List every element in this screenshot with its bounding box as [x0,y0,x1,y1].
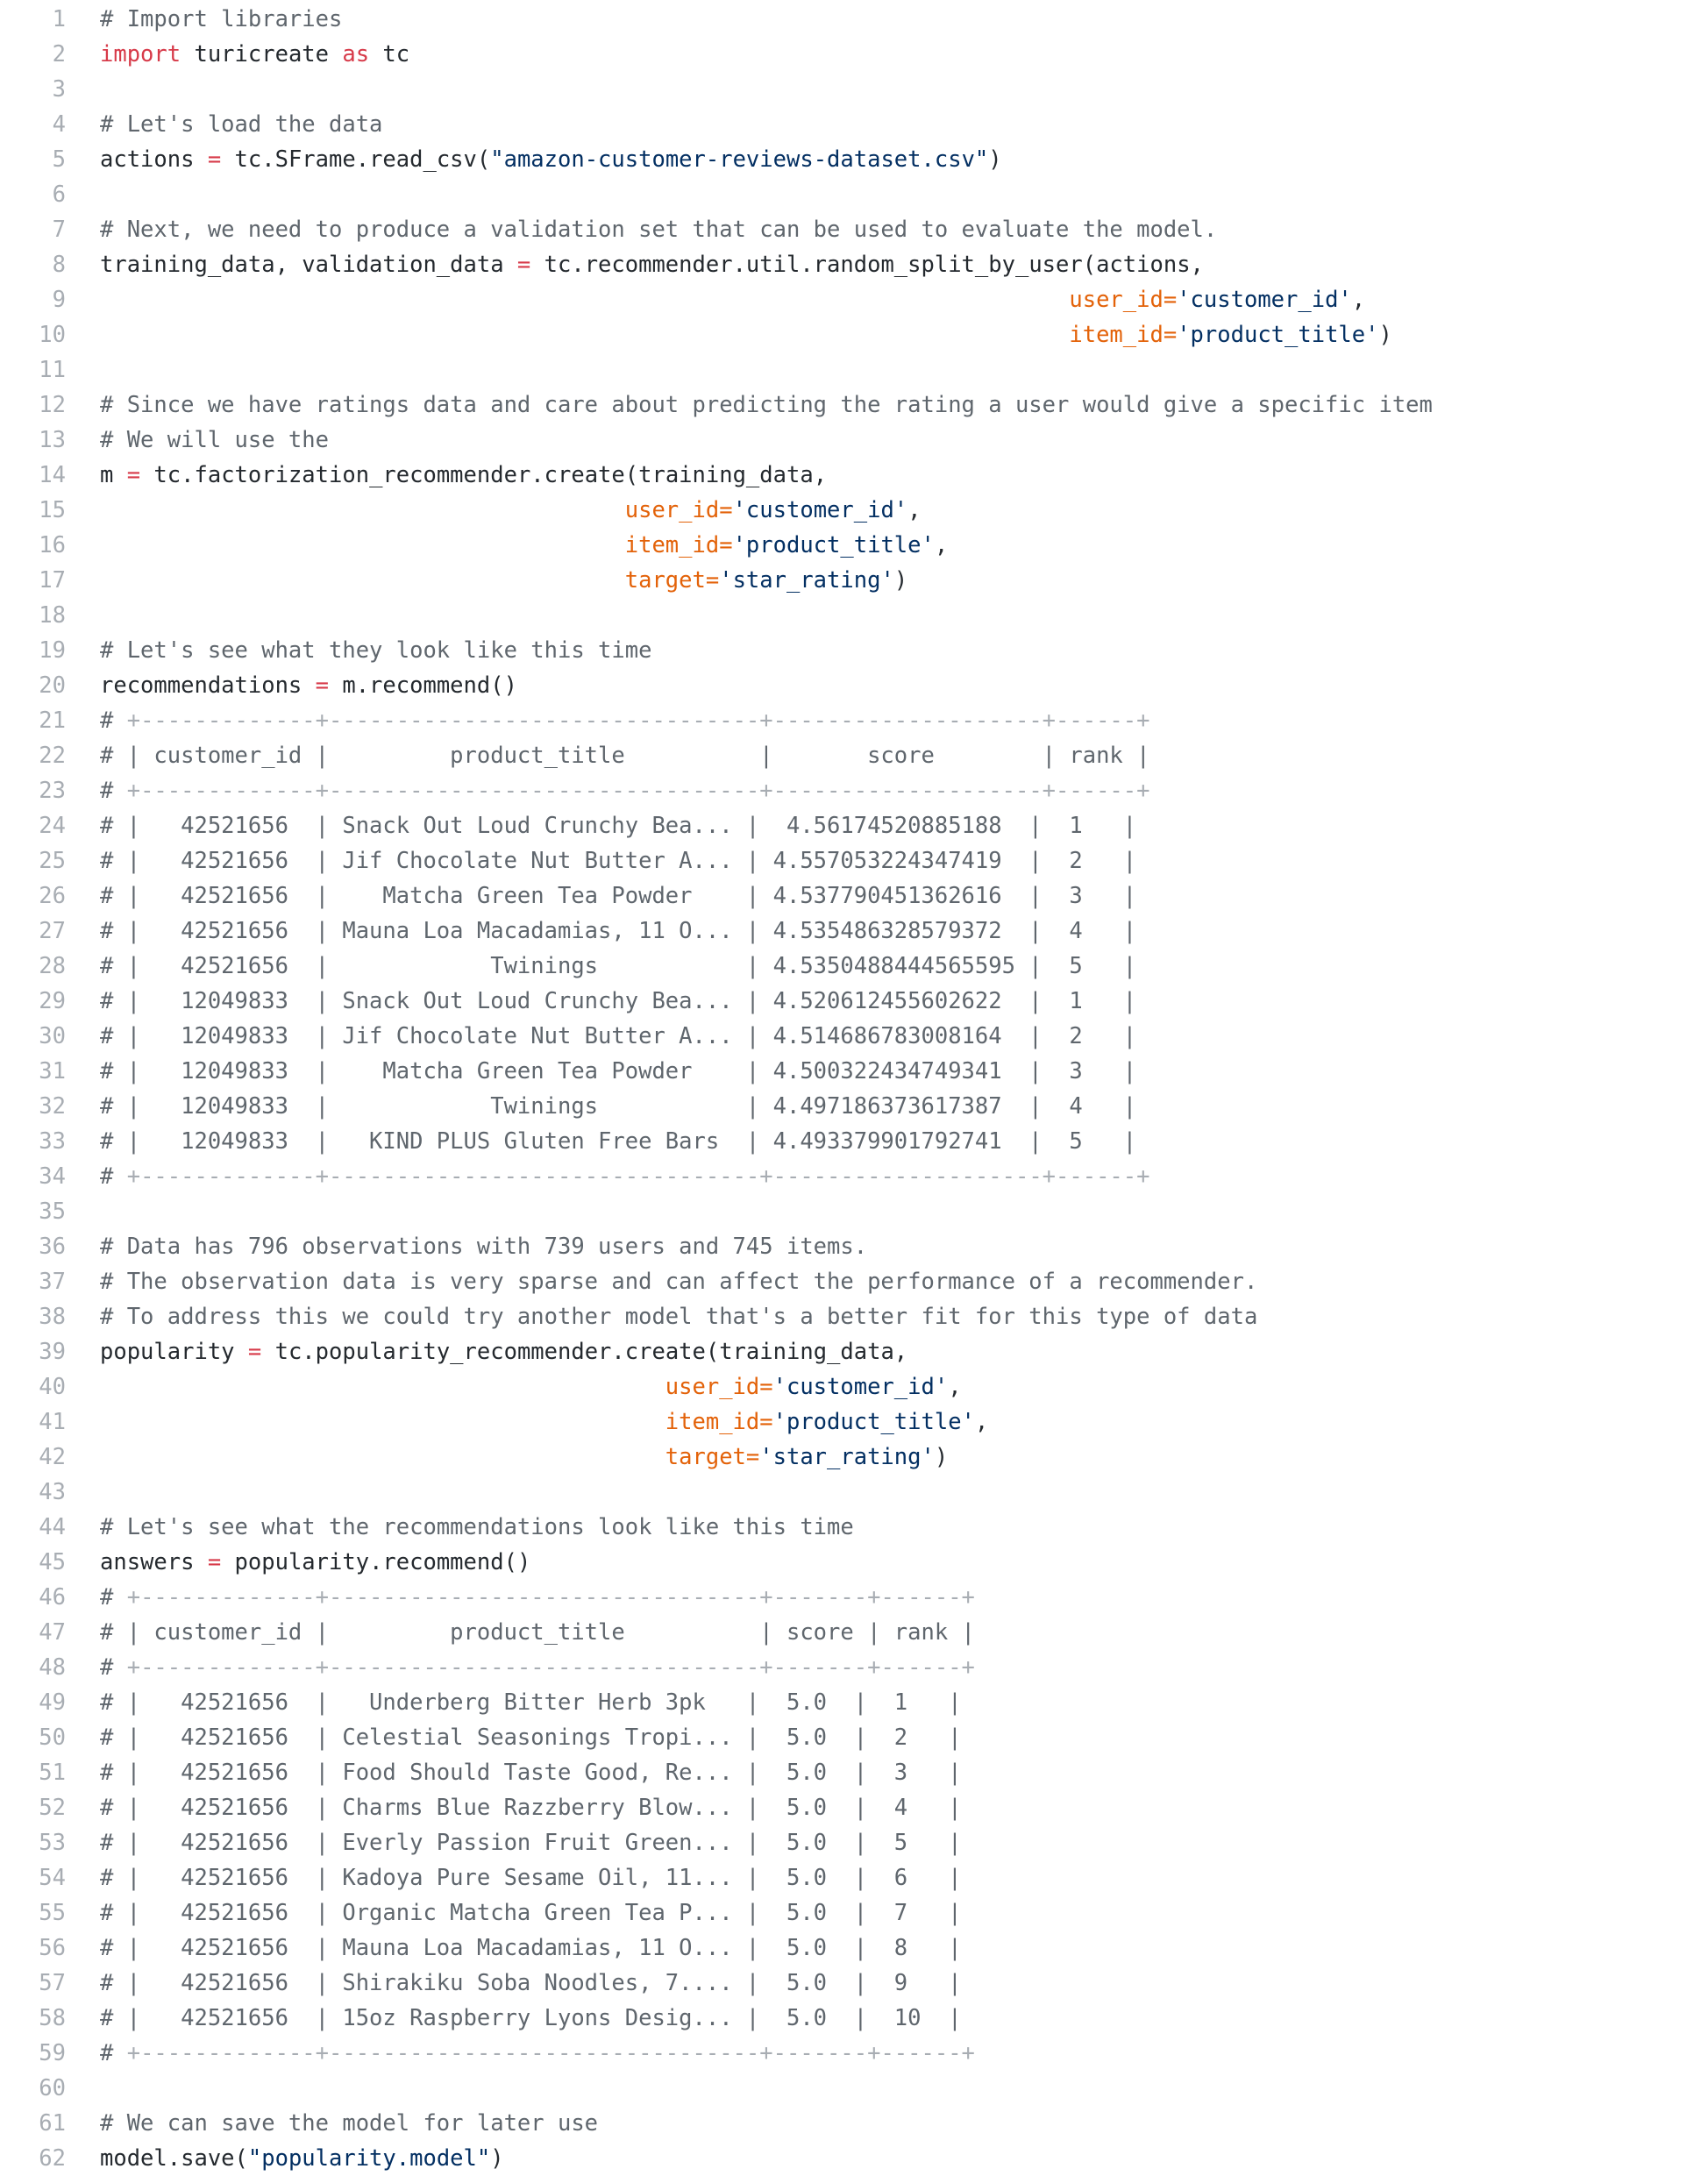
line-number: 2 [52,41,66,68]
code-line [0,212,1708,247]
line-number: 3 [52,76,66,103]
code-token-comment: # [100,2040,127,2066]
code-line [0,1895,1708,1931]
code-line [0,808,1708,843]
code-line [0,388,1708,423]
code-text [67,107,1708,142]
code-text [67,493,1708,528]
line-number: 59 [39,2040,66,2066]
code-token-string: 'star_rating' [719,567,894,594]
code-token-comment: # | 42521656 | Twinings | 4.5350488444565595 | 5 | [100,953,1137,979]
code-text [67,528,1708,563]
code-text [67,949,1708,984]
code-token-comment: # [100,1584,127,1611]
line-number: 10 [39,322,66,348]
code-token-comment: # | 12049833 | Jif Chocolate Nut Butter A... | 4.514686783008164 | 2 | [100,1023,1137,1049]
code-text [67,2036,1708,2071]
code-token-plain [100,1409,665,1435]
line-number: 7 [52,217,66,243]
code-text [67,878,1708,914]
code-text [67,1685,1708,1720]
code-token-plain: popularity [100,1339,248,1365]
code-line [0,1299,1708,1334]
code-text [67,1264,1708,1299]
code-line [0,1019,1708,1054]
code-text [67,1475,1708,1510]
code-token-plain: popularity.recommend() [221,1549,531,1575]
code-text [67,1124,1708,1159]
code-line [0,1334,1708,1369]
code-line [0,1369,1708,1404]
code-text [67,668,1708,703]
code-line [0,317,1708,352]
line-number: 50 [39,1724,66,1751]
line-number: 53 [39,1830,66,1856]
code-token-comment: # We will use the [100,427,329,453]
code-token-string: 'product_title' [1177,322,1379,348]
code-token-plain: actions [100,146,208,173]
code-line [0,633,1708,668]
code-token-string: "amazon-customer-reviews-dataset.csv" [490,146,989,173]
line-number: 37 [39,1269,66,1295]
code-text [67,1440,1708,1475]
code-token-plain [100,567,625,594]
code-line [0,914,1708,949]
code-token-comment: # | 42521656 | Organic Matcha Green Tea P... | 5.0 | 7 | [100,1900,962,1926]
line-number: 32 [39,1093,66,1120]
code-line [0,72,1708,107]
code-token-plain [100,287,1069,313]
line-number: 12 [39,392,66,418]
code-text [67,37,1708,72]
code-text [67,1089,1708,1124]
code-text [67,773,1708,808]
code-text [67,1895,1708,1931]
code-text [67,2106,1708,2141]
code-text [67,1369,1708,1404]
code-token-string: 'customer_id' [732,497,908,523]
line-number: 23 [39,778,66,804]
code-token-plain: , [948,1374,962,1400]
line-number: 51 [39,1760,66,1786]
code-token-comment: # | 42521656 | Food Should Taste Good, Re... | 5.0 | 3 | [100,1760,962,1786]
code-token-border: +-------------+--------------------------------+-------+------+ [126,1654,975,1681]
code-text [67,423,1708,458]
code-token-comment: # We can save the model for later use [100,2110,599,2137]
code-text [67,1931,1708,1966]
code-text [67,1194,1708,1229]
code-line [0,528,1708,563]
code-text [67,1720,1708,1755]
code-token-plain: , [974,1409,989,1435]
code-token-plain: ) [988,146,1002,173]
code-token-comment: # | 42521656 | 15oz Raspberry Lyons Desig... | 5.0 | 10 | [100,2005,962,2031]
code-token-plain: m.recommend() [329,672,517,699]
code-token-comment: # | 42521656 | Celestial Seasonings Tropi... | 5.0 | 2 | [100,1724,962,1751]
code-line [0,563,1708,598]
code-token-comment: # | 42521656 | Jif Chocolate Nut Butter A... | 4.557053224347419 | 2 | [100,848,1137,874]
line-number: 15 [39,497,66,523]
code-line [0,2001,1708,2036]
code-text [67,914,1708,949]
code-token-param: user_id= [665,1374,773,1400]
code-text [67,843,1708,878]
code-text [67,1334,1708,1369]
code-token-plain [100,1374,665,1400]
line-number: 39 [39,1339,66,1365]
code-token-plain: m [100,462,127,488]
line-number: 42 [39,1444,66,1470]
code-token-comment: # [100,1163,127,1190]
code-token-param: item_id= [624,532,733,558]
code-text [67,2071,1708,2106]
line-number: 43 [39,1479,66,1505]
code-token-comment: # | 42521656 | Matcha Green Tea Powder | 4.537790451362616 | 3 | [100,883,1137,909]
code-token-plain: ) [490,2145,504,2172]
code-text [67,1966,1708,2001]
line-number: 30 [39,1023,66,1049]
code-line [0,773,1708,808]
code-token-comment: # | 42521656 | Shirakiku Soba Noodles, 7.... | 5.0 | 9 | [100,1970,962,1996]
line-number: 38 [39,1304,66,1330]
code-text [67,388,1708,423]
code-text [67,1860,1708,1895]
code-token-plain [100,497,625,523]
line-number: 44 [39,1514,66,1540]
code-token-comment: # | 42521656 | Snack Out Loud Crunchy Bea... | 4.56174520885188 | 1 | [100,813,1137,839]
code-token-comment: # | 12049833 | Snack Out Loud Crunchy Bea... | 4.520612455602622 | 1 | [100,988,1137,1014]
code-token-plain: tc.popularity_recommender.create(training_data, [261,1339,908,1365]
code-text [67,808,1708,843]
line-number: 19 [39,637,66,664]
code-token-comment: # The observation data is very sparse and can affect the performance of a recommender. [100,1269,1258,1295]
line-number: 14 [39,462,66,488]
code-token-op: = [247,1339,262,1365]
code-token-comment: # [100,778,127,804]
code-token-plain: ) [934,1444,949,1470]
code-token-comment: # Let's load the data [100,111,383,138]
code-token-comment: # Let's see what the recommendations look like this time [100,1514,854,1540]
code-text [67,458,1708,493]
code-token-plain [100,1444,665,1470]
code-line [0,458,1708,493]
code-line [0,1860,1708,1895]
line-number: 45 [39,1549,66,1575]
code-text [67,738,1708,773]
code-text [67,1825,1708,1860]
code-line [0,1510,1708,1545]
line-number: 49 [39,1689,66,1716]
code-line [0,1650,1708,1685]
code-text [67,1580,1708,1615]
line-number: 18 [39,602,66,629]
code-line [0,1229,1708,1264]
code-token-string: "popularity.model" [247,2145,491,2172]
code-line [0,2141,1708,2176]
code-line [0,1966,1708,2001]
code-token-border: +-------------+--------------------------------+-------+------+ [126,1584,975,1611]
code-text [67,177,1708,212]
code-line [0,1404,1708,1440]
code-token-string: 'star_rating' [759,1444,935,1470]
line-number: 27 [39,918,66,944]
code-token-plain: tc.recommender.util.random_split_by_user(actions, [530,252,1204,278]
code-token-comment: # To address this we could try another model that's a better fit for this type of data [100,1304,1258,1330]
code-line [0,282,1708,317]
line-number: 25 [39,848,66,874]
code-text [67,282,1708,317]
code-token-comment: # | 42521656 | Mauna Loa Macadamias, 11 O... | 4.535486328579372 | 4 | [100,918,1137,944]
code-token-plain: model.save( [100,2145,248,2172]
code-text [67,1650,1708,1685]
code-text [67,1615,1708,1650]
code-line [0,1264,1708,1299]
code-token-op: = [207,146,222,173]
code-line [0,2106,1708,2141]
code-token-op: = [207,1549,222,1575]
code-token-plain: , [1351,287,1366,313]
code-line [0,703,1708,738]
line-number: 29 [39,988,66,1014]
code-line [0,2071,1708,2106]
code-line [0,1720,1708,1755]
code-token-plain: , [934,532,949,558]
line-number: 56 [39,1935,66,1961]
code-text [67,1054,1708,1089]
code-token-plain [100,322,1069,348]
code-line [0,493,1708,528]
code-line [0,247,1708,282]
code-token-plain: tc.SFrame.read_csv( [221,146,491,173]
code-text [67,1545,1708,1580]
code-line [0,1580,1708,1615]
code-token-plain [100,532,625,558]
line-number: 58 [39,2005,66,2031]
line-number: 13 [39,427,66,453]
code-line [0,1194,1708,1229]
code-token-param: target= [665,1444,760,1470]
code-token-comment: # | 42521656 | Kadoya Pure Sesame Oil, 11... | 5.0 | 6 | [100,1865,962,1891]
line-number: 60 [39,2075,66,2101]
code-text [67,1510,1708,1545]
code-token-plain: , [907,497,922,523]
line-number: 8 [52,252,66,278]
code-line [0,1755,1708,1790]
code-text [67,2001,1708,2036]
code-token-plain: ) [893,567,908,594]
line-number: 28 [39,953,66,979]
code-token-param: item_id= [1069,322,1178,348]
line-number: 36 [39,1234,66,1260]
code-token-comment: # | 12049833 | Matcha Green Tea Powder | 4.500322434749341 | 3 | [100,1058,1137,1084]
code-line [0,668,1708,703]
line-number: 48 [39,1654,66,1681]
code-text [67,1755,1708,1790]
line-number: 46 [39,1584,66,1611]
code-line [0,1124,1708,1159]
code-token-keyword: import [100,41,181,68]
code-token-op: = [315,672,329,699]
line-number: 1 [52,6,66,32]
code-token-border: +-------------+--------------------------------+--------------------+------+ [126,708,1150,734]
code-token-comment: # | customer_id | product_title | score | rank | [100,743,1150,769]
line-number: 35 [39,1198,66,1225]
code-line [0,107,1708,142]
code-token-comment: # | 12049833 | Twinings | 4.497186373617387 | 4 | [100,1093,1137,1120]
code-text [67,247,1708,282]
code-text [67,563,1708,598]
code-token-border: +-------------+--------------------------------+--------------------+------+ [126,778,1150,804]
code-text [67,142,1708,177]
line-number: 17 [39,567,66,594]
code-token-string: 'product_title' [772,1409,975,1435]
code-line [0,1440,1708,1475]
code-line [0,2036,1708,2071]
code-token-plain: ) [1378,322,1392,348]
code-token-plain: turicreate [181,41,343,68]
code-line [0,1054,1708,1089]
code-line [0,1685,1708,1720]
code-token-comment: # | customer_id | product_title | score | rank | [100,1619,975,1646]
code-token-comment: # Since we have ratings data and care about predicting the rating a user would give a specific item [100,392,1433,418]
code-text [67,1790,1708,1825]
line-number: 52 [39,1795,66,1821]
line-number: 47 [39,1619,66,1646]
code-token-param: target= [624,567,720,594]
code-line [0,598,1708,633]
line-number: 54 [39,1865,66,1891]
code-line [0,1790,1708,1825]
code-text [67,984,1708,1019]
code-token-plain: tc.factorization_recommender.create(training_data, [140,462,828,488]
code-token-plain: tc [369,41,410,68]
code-text [67,352,1708,388]
code-token-border: +-------------+--------------------------------+--------------------+------+ [126,1163,1150,1190]
code-line [0,1825,1708,1860]
line-number: 24 [39,813,66,839]
line-number: 34 [39,1163,66,1190]
code-line [0,984,1708,1019]
code-text [67,1019,1708,1054]
code-line [0,1931,1708,1966]
line-number: 21 [39,708,66,734]
code-text [67,1299,1708,1334]
line-number: 6 [52,181,66,208]
code-text [67,703,1708,738]
line-number: 62 [39,2145,66,2172]
code-line [0,423,1708,458]
line-number: 40 [39,1374,66,1400]
code-token-comment: # | 42521656 | Everly Passion Fruit Green... | 5.0 | 5 | [100,1830,962,1856]
code-token-comment: # | 42521656 | Underberg Bitter Herb 3pk | 5.0 | 1 | [100,1689,962,1716]
code-line [0,37,1708,72]
line-number: 4 [52,111,66,138]
line-number: 31 [39,1058,66,1084]
code-line [0,1615,1708,1650]
code-text [67,72,1708,107]
code-line [0,843,1708,878]
code-token-string: 'customer_id' [1177,287,1352,313]
code-line [0,878,1708,914]
code-token-plain: training_data, validation_data [100,252,517,278]
line-number: 5 [52,146,66,173]
code-token-comment: # [100,1654,127,1681]
code-token-string: 'product_title' [732,532,935,558]
code-line [0,352,1708,388]
code-token-param: item_id= [665,1409,773,1435]
code-token-comment: # Let's see what they look like this time [100,637,652,664]
code-token-param: user_id= [624,497,733,523]
code-token-param: user_id= [1069,287,1178,313]
code-text [67,212,1708,247]
code-token-border: +-------------+--------------------------------+-------+------+ [126,2040,975,2066]
code-token-comment: # Data has 796 observations with 739 users and 745 items. [100,1234,868,1260]
code-token-comment: # | 42521656 | Charms Blue Razzberry Blow... | 5.0 | 4 | [100,1795,962,1821]
code-token-op: = [126,462,141,488]
code-text [67,598,1708,633]
code-text [67,1159,1708,1194]
code-token-comment: # Next, we need to produce a validation set that can be used to evaluate the model. [100,217,1218,243]
code-line [0,1089,1708,1124]
line-number: 16 [39,532,66,558]
code-token-op: = [516,252,531,278]
code-line [0,1475,1708,1510]
code-text [67,1229,1708,1264]
code-token-plain: answers [100,1549,208,1575]
line-number: 41 [39,1409,66,1435]
code-token-comment: # Import libraries [100,6,343,32]
code-text [67,317,1708,352]
code-text [67,2141,1708,2176]
code-text [67,1404,1708,1440]
code-line [0,949,1708,984]
line-number: 11 [39,357,66,383]
line-number: 55 [39,1900,66,1926]
code-token-string: 'customer_id' [772,1374,949,1400]
line-number: 9 [52,287,66,313]
code-token-comment: # | 12049833 | KIND PLUS Gluten Free Bars | 4.493379901792741 | 5 | [100,1128,1137,1155]
code-line [0,1545,1708,1580]
code-token-comment: # | 42521656 | Mauna Loa Macadamias, 11 O... | 5.0 | 8 | [100,1935,962,1961]
line-number: 57 [39,1970,66,1996]
line-number: 61 [39,2110,66,2137]
code-line [0,738,1708,773]
code-text [67,633,1708,668]
code-token-plain: recommendations [100,672,316,699]
code-line [0,142,1708,177]
code-text [67,2,1708,37]
line-number: 22 [39,743,66,769]
line-number: 33 [39,1128,66,1155]
code-line [0,2,1708,37]
line-number: 20 [39,672,66,699]
line-number: 26 [39,883,66,909]
code-line [0,1159,1708,1194]
code-line [0,177,1708,212]
code-token-keyword: as [342,41,370,68]
code-token-comment: # [100,708,127,734]
